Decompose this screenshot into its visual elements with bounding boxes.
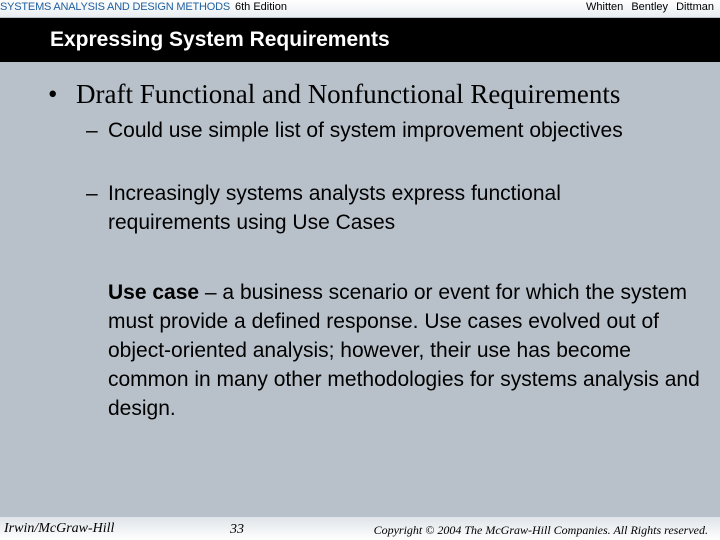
sub-bullet-text: Could use simple list of system improvement objectives <box>108 119 623 142</box>
dash-icon: – <box>86 119 98 142</box>
book-title: SYSTEMS ANALYSIS AND DESIGN METHODS <box>0 1 230 13</box>
definition-term: Use case <box>108 281 200 304</box>
copyright: Copyright © 2004 The McGraw-Hill Companies. All Rights reserved. <box>373 523 708 537</box>
definition-paragraph <box>108 278 708 423</box>
sub-bullet <box>86 116 686 145</box>
header-bar <box>0 0 720 17</box>
publisher: Irwin/McGraw-Hill <box>4 521 115 536</box>
definition-text: – a business scenario or event for which the system must provide a defined response. Use cases evolved out of object-oriented analysis; however, their use has become common in many other methodologies for systems analysis and design. <box>108 281 700 420</box>
dash-icon: – <box>86 182 98 205</box>
bullet-dot-icon: • <box>48 79 58 109</box>
page-number: 33 <box>230 522 244 537</box>
slide-title: Expressing System Requirements <box>50 28 390 51</box>
footer-bar <box>0 517 720 540</box>
main-bullet-text: Draft Functional and Nonfunctional Requirements <box>76 79 621 109</box>
sub-bullet <box>86 179 686 237</box>
sub-bullet-text: Increasingly systems analysts express functional requirements using Use Cases <box>108 182 561 234</box>
slide-content <box>0 62 720 517</box>
authors: Whitten Bentley Dittman <box>586 1 714 13</box>
title-bar <box>0 18 720 62</box>
edition-label: 6th Edition <box>234 1 287 13</box>
book-info <box>0 0 287 14</box>
